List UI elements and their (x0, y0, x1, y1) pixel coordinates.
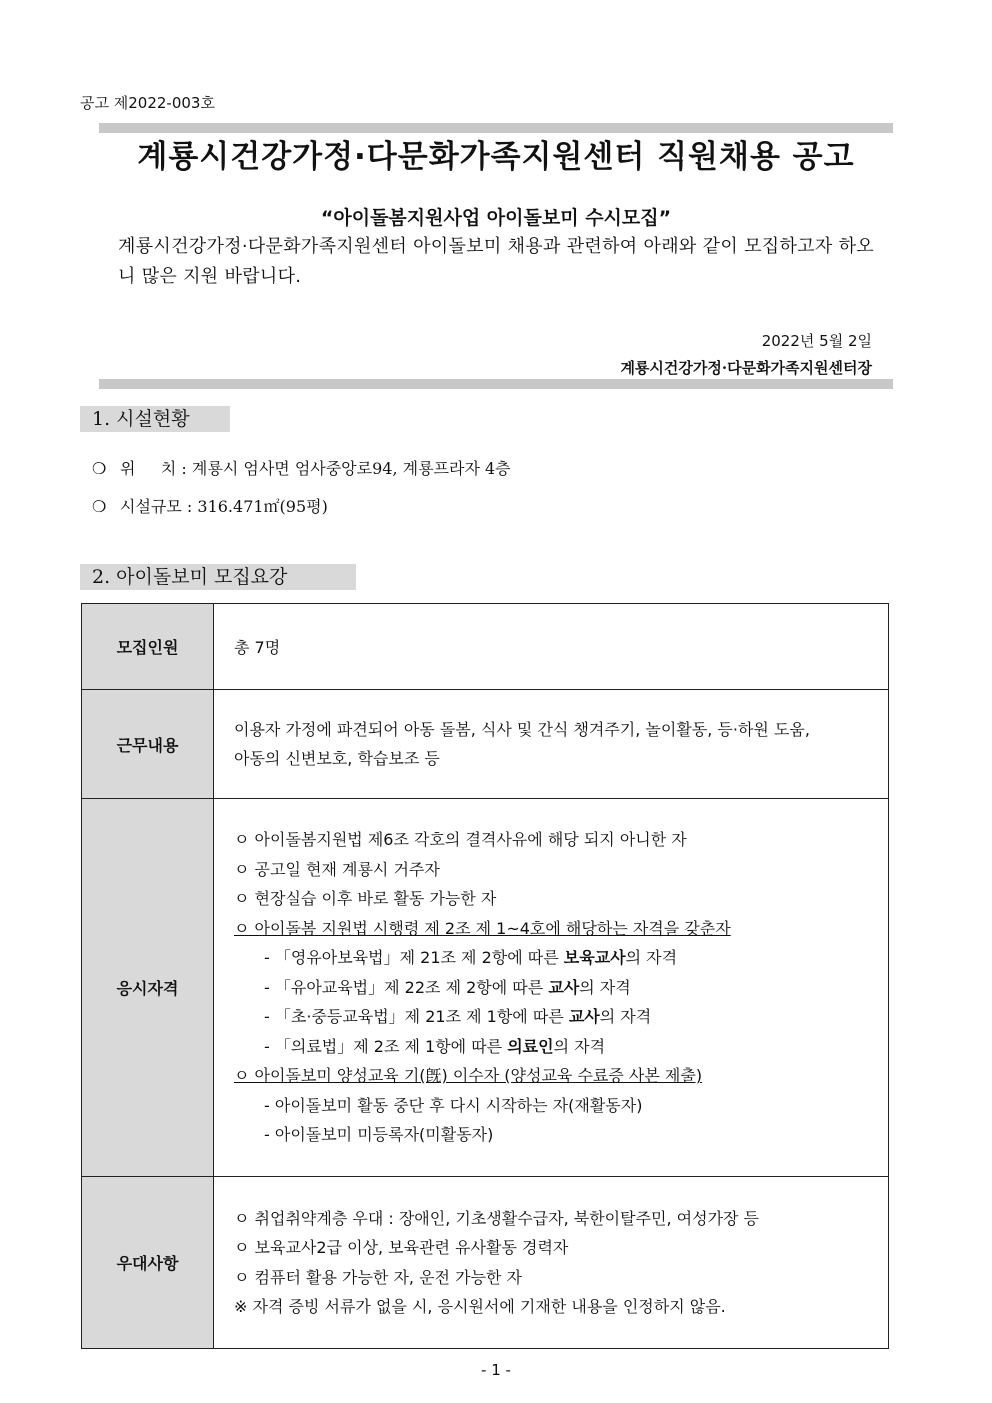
section-heading-recruitment: 2. 아이돌보미 모집요강 (80, 564, 356, 590)
facility-size: ❍ 시설규모 : 316.471㎡(95평) (92, 497, 328, 516)
table-row (82, 690, 889, 799)
list-item: ㅇ 보육교사2급 이상, 보육관련 유사활동 경력자 (234, 1238, 569, 1257)
list-subitem: - 「의료법」제 2조 제 1항에 따른 의료인의 자격 (264, 1036, 606, 1056)
list-subitem: - 「초·중등교육법」제 21조 제 1항에 따른 교사의 자격 (264, 1007, 652, 1027)
announcement-date: 2022년 5월 2일 (761, 332, 872, 350)
recruitment-table (81, 603, 889, 1349)
job-line: 이용자 가정에 파견되어 아동 돌봄, 식사 및 간식 챙겨주기, 놀이활동, 등·하원 도움, (234, 719, 810, 739)
facility-size-value: 316.471㎡(95평) (197, 497, 328, 516)
row-label-preference: 우대사항 (82, 1177, 214, 1349)
facility-location-value: 계룡시 엄사면 엄사중앙로94, 계룡프라자 4층 (191, 459, 511, 478)
list-item: ㅇ 공고일 현재 계룡시 거주자 (234, 859, 440, 879)
recruit-count-value: 총 7명 (214, 604, 889, 690)
circle-bullet-icon: ❍ (92, 459, 107, 478)
table-row (82, 1177, 889, 1349)
qualification-list (214, 799, 889, 1177)
page-title: 계룡시건강가정·다문화가족지원센터 직원채용 공고 (137, 139, 855, 175)
preference-list (214, 1177, 889, 1349)
page-number: - 1 - (481, 1361, 511, 1379)
row-label-qualification: 응시자격 (82, 799, 214, 1177)
notice-number: 공고 제2022-003호 (80, 94, 215, 112)
list-item: ㅇ 취업취약계층 우대 : 장애인, 기초생활수급자, 북한이탈주민, 여성가장 등 (234, 1208, 760, 1228)
list-item: ㅇ 아이돌봄지원법 제6조 각호의 결격사유에 해당 되지 아니한 자 (234, 830, 687, 850)
header-bottom-bar (99, 379, 893, 389)
job-description (214, 690, 889, 799)
signer: 계룡시건강가정·다문화가족지원센터장 (620, 359, 872, 377)
list-subitem: - 아이돌보미 미등록자(미활동자) (264, 1125, 494, 1145)
list-item: ※ 자격 증빙 서류가 없을 시, 응시원서에 기재한 내용을 인정하지 않음. (234, 1297, 726, 1316)
facility-size-label: 시설규모 (120, 497, 182, 516)
list-item: ㅇ 현장실습 이후 바로 활동 가능한 자 (234, 889, 497, 909)
circle-bullet-icon: ❍ (92, 497, 107, 516)
facility-location-label: 위 치 (120, 459, 177, 478)
list-subitem: - 「영유아보육법」제 21조 제 2항에 따른 보육교사의 자격 (264, 948, 678, 968)
facility-location: ❍ 위 치 : 계룡시 엄사면 엄사중앙로94, 계룡프라자 4층 (92, 459, 511, 478)
row-label-recruit-count: 모집인원 (82, 604, 214, 690)
list-item: ㅇ 아이돌보미 양성교육 기(旣) 이수자 (양성교육 수료증 사본 제출) (234, 1066, 703, 1086)
list-subitem: - 아이돌보미 활동 중단 후 다시 시작하는 자(재활동자) (264, 1095, 643, 1115)
table-row (82, 799, 889, 1177)
row-label-job: 근무내용 (82, 690, 214, 799)
page-subtitle: “아이돌봄지원사업 아이돌보미 수시모집” (320, 207, 672, 229)
table-row (82, 604, 889, 690)
list-item: ㅇ 아이돌봄 지원법 시행령 제 2조 제 1~4호에 해당하는 자격을 갖춘자 (234, 918, 731, 938)
section-heading-facility: 1. 시설현황 (80, 406, 230, 432)
list-item: ㅇ 컴퓨터 활용 가능한 자, 운전 가능한 자 (234, 1267, 522, 1287)
intro-paragraph: 계룡시건강가정·다문화가족지원센터 아이돌보미 채용과 관련하여 아래와 같이 모집하고자 하오니 많은 지원 바랍니다. (118, 236, 874, 287)
list-subitem: - 「유아교육법」제 22조 제 2항에 따른 교사의 자격 (264, 977, 631, 997)
job-line: 아동의 신변보호, 학습보조 등 (234, 749, 440, 768)
